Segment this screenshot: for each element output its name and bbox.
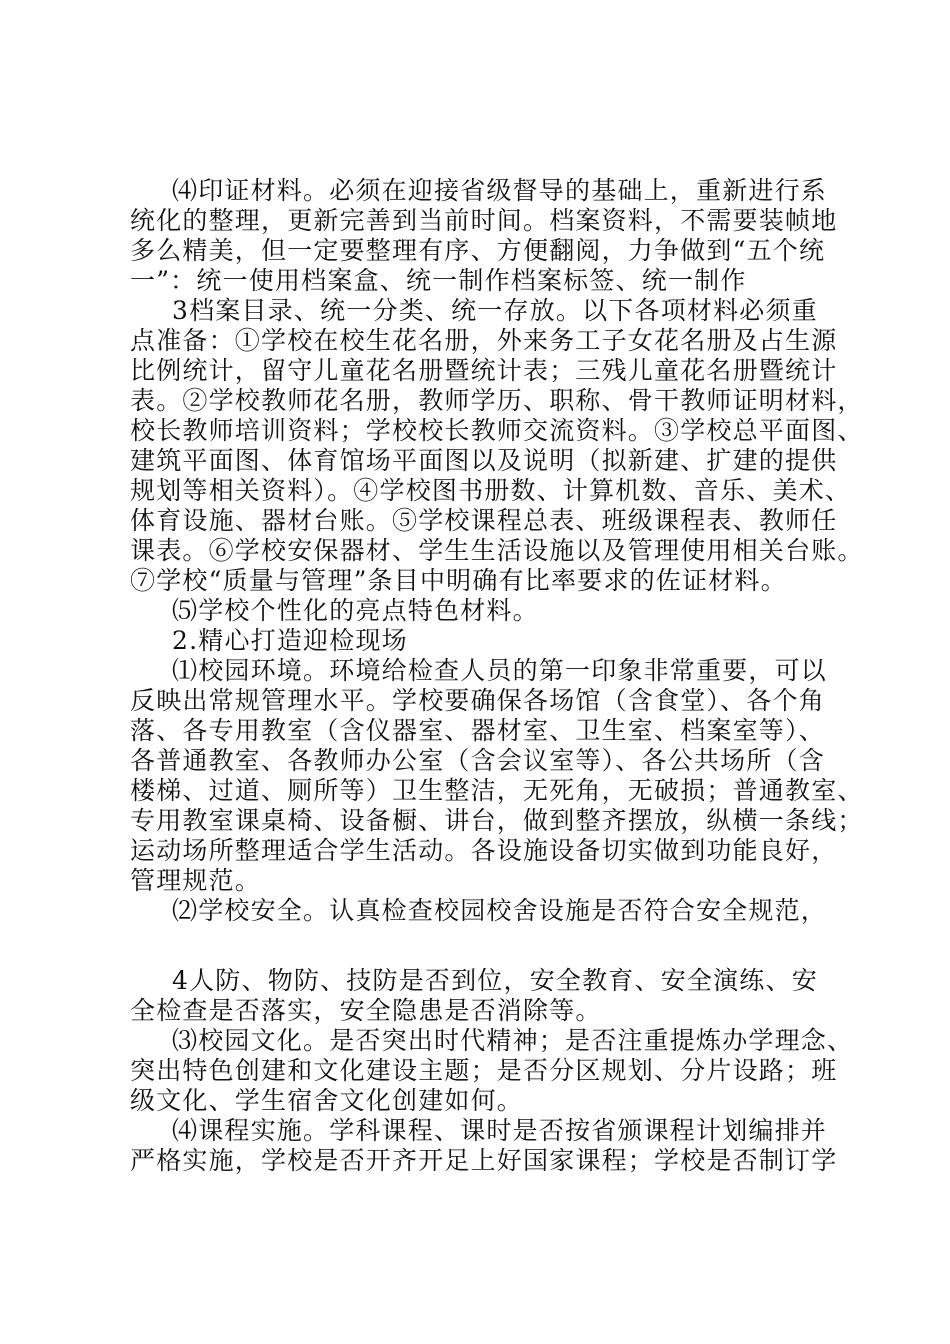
text-line: 级文化、学生宿舍文化创建如何。: [130, 1086, 524, 1115]
text-line: 各普通教室、各教师办公室（含会议室等）、各公共场所（含: [130, 746, 825, 775]
text-line: 落、各专用教室（含仪器室、器材室、卫生室、档案室等）、: [130, 716, 825, 745]
text-line: 一”：统一使用档案盒、统一制作档案标签、统一制作: [130, 266, 747, 295]
text-line: 管理规范。: [130, 866, 262, 895]
text-line: 体育设施、器材台账。⑤学校课程总表、班级课程表、教师任: [130, 506, 838, 535]
text-line: 课表。⑥学校安保器材、学生生活设施以及管理使用相关台账。: [130, 536, 864, 565]
text-line: 多么精美，但一定要整理有序、方便翻阅，力争做到“五个统: [130, 236, 826, 265]
text-line: 运动场所整理适合学生活动。各设施设备切实做到功能良好，: [130, 836, 838, 865]
text-line: 比例统计，留守儿童花名册暨统计表；三残儿童花名册暨统计: [130, 356, 838, 385]
text-line: 4人防、物防、技防是否到位，安全教育、安全演练、安: [172, 966, 818, 995]
text-line: 专用教室课桌椅、设备橱、讲台，做到整齐摆放，纵横一条线；: [130, 806, 864, 835]
text-line: 严格实施，学校是否开齐开足上好国家课程；学校是否制订学: [130, 1146, 838, 1175]
text-line: 楼梯、过道、厕所等）卫生整洁，无死角，无破损；普通教室、: [130, 776, 864, 805]
text-line: 全检查是否落实，安全隐患是否消除等。: [130, 996, 602, 1025]
section-heading: 2.精心打造迎检现场: [172, 626, 408, 655]
text-line: ⑶校园文化。是否突出时代精神；是否注重提炼办学理念、: [172, 1026, 854, 1055]
text-line: ⑵学校安全。认真检查校园校舍设施是否符合安全规范，: [172, 896, 828, 925]
text-line: 建筑平面图、体育馆场平面图以及说明（拟新建、扩建的提供: [130, 446, 838, 475]
text-line: ⑸学校个性化的亮点特色材料。: [172, 596, 539, 625]
text-line: 点准备：①学校在校生花名册，外来务工子女花名册及占生源: [130, 326, 838, 355]
text-line: 突出特色创建和文化建设主题；是否分区规划、分片设路；班: [130, 1056, 838, 1085]
text-line: 规划等相关资料）。④学校图书册数、计算机数、音乐、美术、: [130, 476, 852, 505]
text-line: 3档案目录、统一分类、统一存放。以下各项材料必须重: [172, 296, 818, 325]
text-line: ⑷印证材料。必须在迎接省级督导的基础上，重新进行系: [172, 176, 828, 205]
text-line: ⑴校园环境。环境给检查人员的第一印象非常重要，可以: [172, 656, 828, 685]
text-line: 表。②学校教师花名册，教师学历、职称、骨干教师证明材料，: [130, 386, 864, 415]
text-line: 统化的整理，更新完善到当前时间。档案资料，不需要装帧地: [130, 206, 838, 235]
text-line: 校长教师培训资料；学校校长教师交流资料。③学校总平面图、: [130, 416, 864, 445]
text-line: ⑦学校“质量与管理”条目中明确有比率要求的佐证材料。: [130, 566, 787, 595]
text-line: 反映出常规管理水平。学校要确保各场馆（含食堂）、各个角: [130, 686, 825, 715]
text-line: ⑷课程实施。学科课程、课时是否按省颁课程计划编排并: [172, 1116, 828, 1145]
